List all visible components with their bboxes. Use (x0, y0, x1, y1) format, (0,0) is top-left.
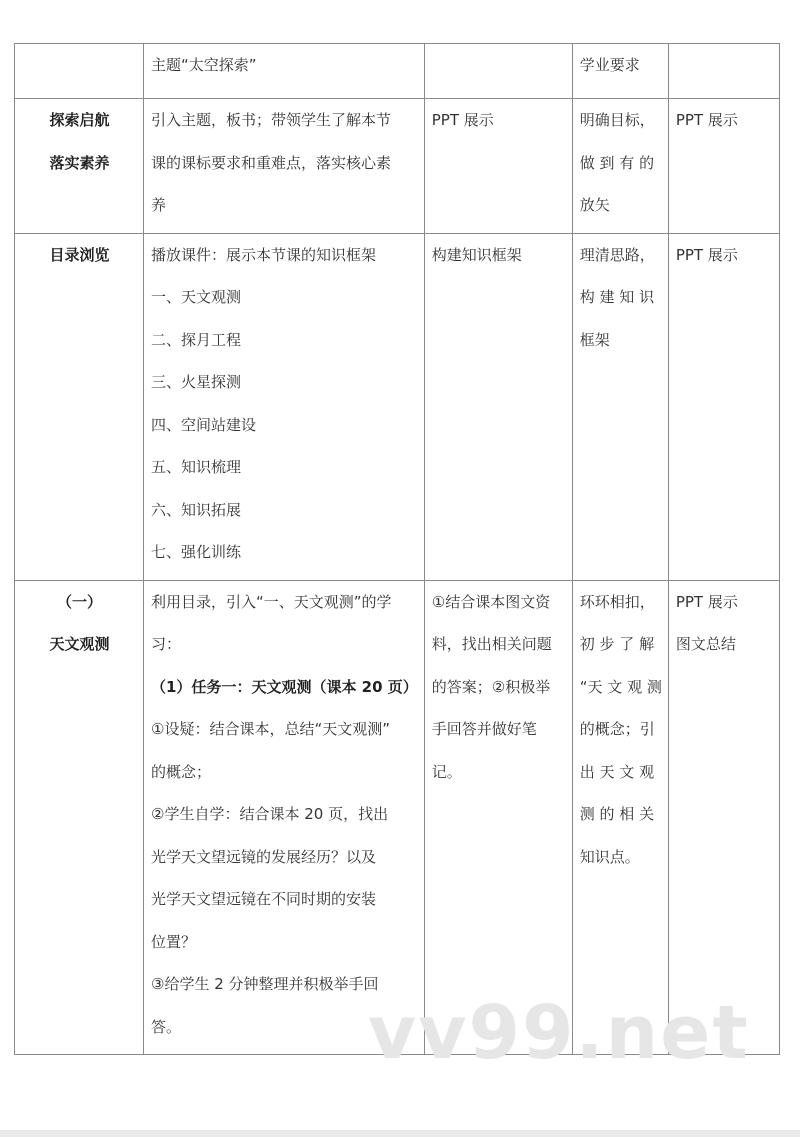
teacher-activity-line: 习： (151, 635, 182, 653)
teacher-activity-cell (144, 580, 425, 1055)
teacher-activity-line: 答。 (151, 1017, 182, 1036)
media-cell (668, 99, 779, 234)
media-line: 图文总结 (675, 635, 736, 653)
teacher-activity-line: 养 (151, 196, 167, 214)
teacher-activity-line: 五、知识梳理 (151, 458, 242, 476)
table-row (15, 44, 780, 99)
media-line: PPT 展示 (675, 245, 738, 264)
design-intent-line: 初 步 了 解 (579, 635, 655, 653)
teacher-activity-line: 一、天文观测 (151, 288, 242, 306)
design-intent-line: 构 建 知 识 (579, 288, 655, 306)
media-line: PPT 展示 (675, 592, 738, 611)
teacher-activity-line: 播放课件：展示本节课的知识框架 (151, 245, 377, 264)
table-row (15, 99, 780, 234)
design-intent-line: 做 到 有 的 (579, 153, 655, 172)
teacher-activity-line: 三、火星探测 (151, 373, 242, 391)
teacher-activity-line: 四、空间站建设 (151, 415, 257, 434)
stage-line: 探索启航 (49, 111, 110, 129)
stage-line: （一） (56, 592, 102, 611)
student-activity-line: 手回答并做好笔 (431, 720, 537, 738)
teacher-activity-line: 位置？ (151, 932, 197, 951)
stage-line: 天文观测 (49, 635, 110, 653)
design-intent-line: 学业要求 (579, 56, 640, 74)
student-activity-line: PPT 展示 (431, 111, 494, 129)
teacher-activity-cell (144, 99, 425, 234)
table-row (15, 580, 780, 1055)
stage-cell (15, 580, 144, 1055)
teacher-activity-line: 引入主题，板书；带领学生了解本节 (151, 111, 392, 129)
table-row (15, 233, 780, 580)
student-activity-cell (424, 233, 572, 580)
teacher-activity-line: 主题“太空探索” (151, 56, 257, 74)
lesson-plan-table (14, 43, 780, 1055)
teacher-activity-line: 七、强化训练 (151, 543, 242, 561)
teacher-activity-line: 的概念； (151, 762, 212, 781)
design-intent-line: 框架 (579, 330, 610, 349)
teacher-activity-line: ③给学生 2 分钟整理并积极举手回 (151, 975, 379, 993)
teacher-activity-line: 利用目录，引入“一、天文观测”的学 (151, 592, 392, 611)
teacher-activity-cell (144, 233, 425, 580)
design-intent-line: 明确目标， (579, 111, 655, 129)
watermark: vv99.net (368, 990, 750, 1076)
stage-cell (15, 99, 144, 234)
student-activity-cell (424, 99, 572, 234)
stage-line: 目录浏览 (49, 245, 110, 264)
teacher-activity-line: 课的课标要求和重难点，落实核心素 (151, 153, 392, 172)
design-intent-line: 的概念；引 (579, 720, 655, 738)
student-activity-cell (424, 580, 572, 1055)
design-intent-cell (572, 580, 668, 1055)
design-intent-line: “天 文 观 测 (579, 677, 662, 696)
design-intent-cell (572, 233, 668, 580)
student-activity-line: ①结合课本图文资 (431, 592, 551, 611)
student-activity-line: 的答案；②积极举 (431, 677, 551, 696)
design-intent-line: 理清思路， (579, 245, 655, 264)
design-intent-line: 知识点。 (579, 847, 640, 866)
student-activity-cell (424, 44, 572, 99)
design-intent-line: 放矢 (579, 196, 610, 214)
media-cell (668, 580, 779, 1055)
design-intent-cell (572, 44, 668, 99)
design-intent-line: 环环相扣， (579, 592, 655, 611)
stage-cell (15, 44, 144, 99)
teacher-activity-line: 光学天文望远镜在不同时期的安装 (151, 890, 377, 908)
media-cell (668, 44, 779, 99)
teacher-activity-cell (144, 44, 425, 99)
stage-cell (15, 233, 144, 580)
teacher-activity-line: 光学天文望远镜的发展经历？以及 (151, 847, 377, 866)
teacher-activity-line: ②学生自学：结合课本 20 页，找出 (151, 805, 389, 823)
design-intent-line: 测 的 相 关 (579, 805, 655, 823)
student-activity-line: 构建知识框架 (431, 245, 522, 264)
media-line: PPT 展示 (675, 111, 738, 129)
bottom-edge (0, 1130, 800, 1137)
design-intent-cell (572, 99, 668, 234)
stage-line: 落实素养 (49, 153, 110, 172)
teacher-activity-line: 六、知识拓展 (151, 500, 242, 519)
design-intent-line: 出 天 文 观 (579, 762, 655, 781)
student-activity-line: 记。 (431, 762, 462, 781)
media-cell (668, 233, 779, 580)
teacher-activity-line: ①设疑：结合课本，总结“天文观测” (151, 720, 390, 738)
teacher-activity-line: （1）任务一：天文观测（课本 20 页） (151, 677, 418, 696)
teacher-activity-line: 二、探月工程 (151, 330, 242, 349)
student-activity-line: 料，找出相关问题 (431, 635, 552, 653)
